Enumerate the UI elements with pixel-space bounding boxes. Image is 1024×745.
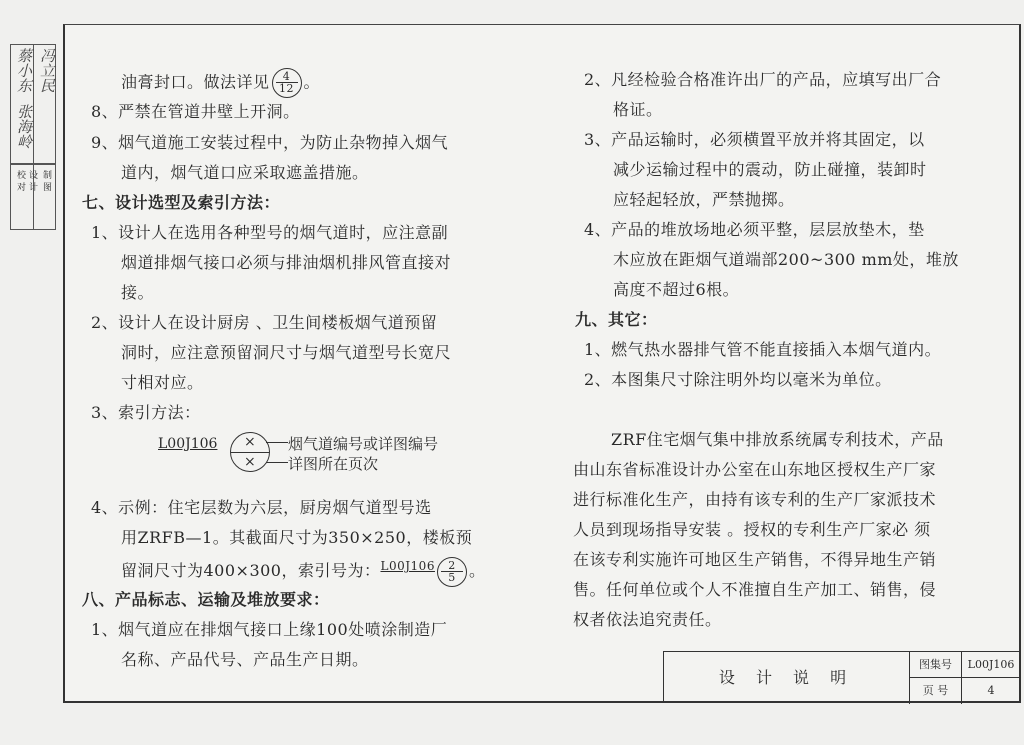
text-line: 1、设计人在选用各种型号的烟气道时，应注意副 bbox=[91, 223, 449, 242]
text-line: 9、烟气道施工安装过程中，为防止杂物掉入烟气 bbox=[91, 133, 449, 152]
patent-text: 人员到现场指导安装 。授权的专利生产厂家必 须 bbox=[573, 520, 931, 539]
patent-text: 进行标准化生产，由持有该专利的生产厂家派技术 bbox=[573, 490, 937, 509]
line-text: 留洞尺寸为400×300，索引号为： bbox=[121, 561, 381, 580]
signature-2: 张海岭 bbox=[15, 104, 33, 149]
stamp-label-draw: 制 图 bbox=[41, 170, 51, 191]
text-line: 4、示例：住宅层数为六层，厨房烟气道型号选 bbox=[91, 498, 432, 517]
text-line: 烟道排烟气接口必须与排油烟机排风管直接对 bbox=[121, 253, 452, 272]
text-line: 木应放在距烟气道端部200~300 mm处，堆放 bbox=[613, 250, 959, 269]
text-line: 8、严禁在管道井壁上开洞。 bbox=[91, 102, 300, 121]
text-line: 洞时，应注意预留洞尺寸与烟气道型号长宽尺 bbox=[121, 343, 452, 362]
text-line: 3、产品运输时，必须横置平放并将其固定，以 bbox=[584, 130, 925, 149]
ref-den: 12 bbox=[279, 82, 295, 95]
index-symbol bbox=[158, 432, 488, 476]
text-line: 2、凡经检验合格准许出厂的产品，应填写出厂合 bbox=[584, 70, 942, 89]
atlas-value: L00J106 bbox=[962, 652, 1020, 678]
text-line bbox=[121, 556, 485, 587]
signature-1: 蔡小东 bbox=[15, 48, 33, 93]
text-line: 高度不超过6根。 bbox=[613, 280, 740, 299]
title-block bbox=[663, 651, 1021, 703]
patent-text: 售。任何单位或个人不准擅自生产加工、销售，侵 bbox=[573, 580, 937, 599]
line-tail: 。 bbox=[468, 561, 486, 580]
title-block-title: 设 计 说 明 bbox=[664, 652, 910, 704]
index-bottom-mark: × bbox=[244, 454, 256, 470]
line-tail: 。 bbox=[303, 72, 321, 92]
patent-text: 由山东省标准设计办公室在山东地区授权生产厂家 bbox=[573, 460, 937, 479]
index-label-top: 烟气道编号或详图编号 bbox=[288, 435, 439, 453]
text-line: 寸相对应。 bbox=[121, 373, 204, 392]
text-line: 2、本图集尺寸除注明外均以毫米为单位。 bbox=[584, 370, 892, 389]
section-heading: 七、设计选型及索引方法： bbox=[82, 193, 281, 212]
text-line: 2、设计人在设计厨房 、卫生间楼板烟气道预留 bbox=[91, 313, 438, 332]
text-line: 用ZRFB—1。其截面尺寸为350×250，楼板预 bbox=[121, 528, 473, 547]
text-line: 3、索引方法： bbox=[91, 403, 201, 422]
text-line: 道内，烟气道口应采取遮盖措施。 bbox=[121, 163, 369, 182]
patent-text: ZRF住宅烟气集中排放系统属专利技术，产品 bbox=[611, 430, 944, 449]
page-label: 页 号 bbox=[910, 678, 962, 704]
example-code: L00J106 bbox=[380, 559, 435, 573]
signature-3: 冯立民 bbox=[38, 48, 56, 93]
section-heading: 八、产品标志、运输及堆放要求： bbox=[82, 590, 330, 609]
patent-text: 在该专利实施许可地区生产销售，不得异地生产销 bbox=[573, 550, 937, 569]
ref-num: 2 bbox=[448, 558, 456, 572]
line-text: 油膏封口。做法详见 bbox=[121, 72, 270, 92]
text-line: 格证。 bbox=[613, 100, 663, 119]
index-label-bottom: 详图所在页次 bbox=[288, 455, 379, 473]
text-line: 1、燃气热水器排气管不能直接插入本烟气道内。 bbox=[584, 340, 942, 359]
stamp-label-check: 校 对 bbox=[15, 170, 25, 191]
text-line: 4、产品的堆放场地必须平整，层层放垫木，垫 bbox=[584, 220, 925, 239]
text-line: 减少运输过程中的震动，防止碰撞，装卸时 bbox=[613, 160, 927, 179]
ref-den: 5 bbox=[448, 570, 456, 584]
text-line: 名称、产品代号、产品生产日期。 bbox=[121, 650, 369, 669]
index-top-mark: × bbox=[244, 434, 256, 450]
section-heading: 九、其它： bbox=[575, 310, 658, 329]
text-line bbox=[121, 68, 320, 98]
text-line: 1、烟气道应在排烟气接口上缘100处喷涂制造厂 bbox=[91, 620, 448, 639]
patent-text: 权者依法追究责任。 bbox=[573, 610, 722, 629]
example-ref-circle bbox=[437, 557, 467, 587]
ref-num: 4 bbox=[282, 70, 291, 83]
detail-ref-circle bbox=[272, 68, 302, 98]
stamp-label-design: 设 计 bbox=[27, 170, 37, 191]
atlas-label: 图集号 bbox=[910, 652, 962, 678]
text-line: 应轻起轻放，严禁抛掷。 bbox=[613, 190, 795, 209]
text-line: 接。 bbox=[121, 283, 155, 302]
page-value: 4 bbox=[987, 684, 995, 697]
index-code: L00J106 bbox=[158, 436, 218, 452]
